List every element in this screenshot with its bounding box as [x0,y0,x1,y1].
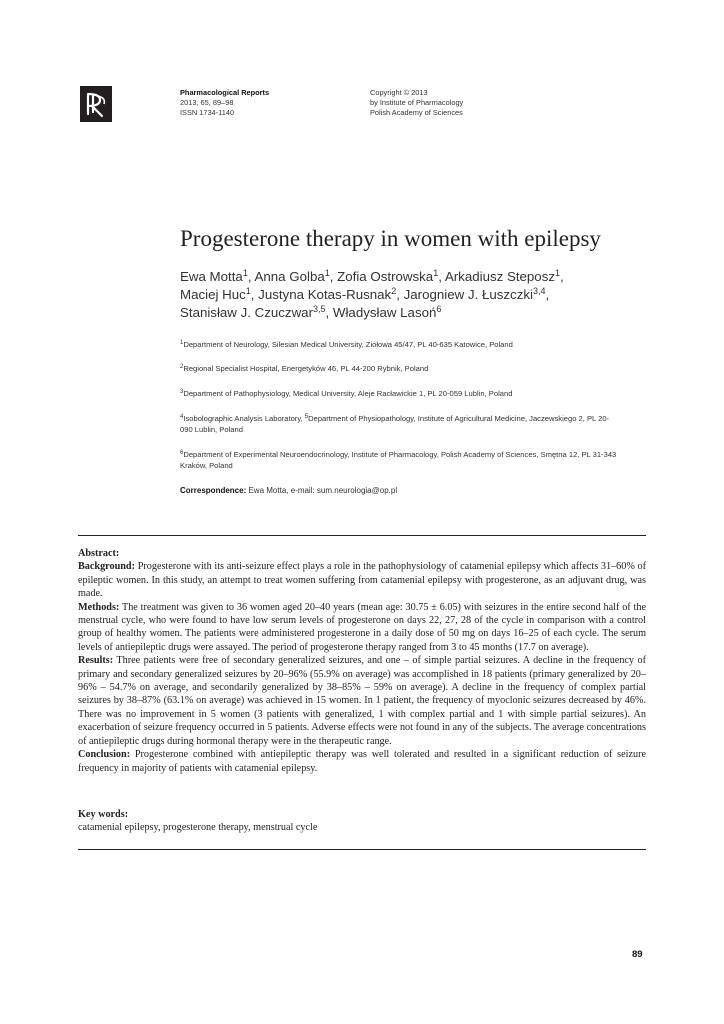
copyright-line: Copyright © 2013 [370,88,428,97]
abstract-results: Results: Three patients were free of secondary generalized seizures, and one – of simple partial seizures. A decline in the frequency of primary and secondary generalized seizures by 20–96% (55.9% on average) was accomplished in 18 patients (primary generalized by 20–96% – 54.7% on average, and secondarily generalized by 38–85% – 59% on average). A decline in the frequency of complex partial seizures by 38–87% (63.1% on average) was achieved in 15 women. In 1 patient, the frequency of myoclonic seizures decreased by 46%. There was no improvement in 5 women (3 patients with generalized, 1 with complex partial and 1 with simple partial seizures). An exacerbation of seizure frequency occurred in 5 patients. Adverse effects were not found in any of the subjects. The average concentrations of antiepileptic drugs during hormonal therapy were in the therapeutic range. [78,655,646,747]
journal-volume: 2013, 65, 89–98 [180,98,234,107]
logo-mark [80,86,112,122]
author: Anna Golba$^1$, [254,268,338,284]
abstract-conclusion: Conclusion: Progesterone combined with antiepileptic therapy was well tolerated and resulted in a significant reduction of seizure frequency in majority of patients with catamenial epilepsy. [78,749,647,774]
copyright-line: by Institute of Pharmacology [370,98,464,107]
correspondence-text: Ewa Motta, e-mail: sum.neurologia@op.pl [248,486,398,495]
article-title: Progesterone therapy in women with epilepsy [180,226,601,251]
author: Stanisław J. Czuczwar$^{3,5}$, [180,304,333,320]
affiliation: $^6$Department of Experimental Neuroendocrinology, Institute of Pharmacology, Polish Academy of Sciences, Smętna 12, PL 31-343 Kraków, Poland [180,450,617,470]
journal-info [180,88,269,118]
divider [78,849,646,850]
abstract-background: Background: Progesterone with its anti-seizure effect plays a role in the pathophysiology of catamenial epilepsy which affects 31–60% of epileptic women. In this study, an attempt to treat women suffering from catamenial epilepsy with progesterone, as an adjuvant drug, was made. [78,561,647,600]
keywords-text: catamenial epilepsy, progesterone therapy, menstrual cycle [78,822,318,834]
author: Arkadiusz Steposz$^1$, [444,268,564,284]
author: Jarogniew J. Łuszczki$^{3,4}$, [403,286,550,302]
abstract-heading: Abstract: [78,548,120,559]
author: Zofia Ostrowska$^1$, [337,268,445,284]
copyright-info [370,88,463,118]
correspondence-label: Correspondence: [180,486,247,495]
affiliation: $^2$Regional Specialist Hospital, Energetyków 46, PL 44-200 Rybnik, Poland [180,364,429,373]
pr-monogram-logo [80,86,112,122]
page-number: 89 [632,949,643,960]
divider [78,535,646,536]
affiliation: $^1$Department of Neurology, Silesian Medical University, Ziołowa 45/47, PL 40-635 Katowice, Poland [180,340,513,349]
author: Ewa Motta$^1$, [180,268,255,284]
affiliation: $^3$Department of Pathophysiology, Medical University, Aleje Racławickie 1, PL 20-059 Lublin, Poland [180,389,513,398]
author-list [180,268,620,322]
author: Maciej Huc$^1$, [180,286,259,302]
correspondence [180,486,397,495]
journal-name: Pharmacological Reports [180,88,270,97]
author: Justyna Kotas-Rusnak$^2$, [258,286,404,302]
copyright-line: Polish Academy of Sciences [370,108,463,117]
journal-issn: ISSN 1734-1140 [180,108,235,117]
keywords-heading: Key words: [78,809,129,820]
abstract [78,547,646,775]
keywords [78,808,646,835]
affiliation: $^4$Isobolographic Analysis Laboratory, $^5$Department of Physiopathology, Institute of Agricultural Medicine, Jaczewskiego 2, PL 20-090 Lublin, Poland [180,414,610,434]
abstract-methods: Methods: The treatment was given to 36 women aged 20–40 years (mean age: 30.75 ± 6.05) with seizures in the entire second half of the menstrual cycle, who were found to have low serum levels of progesterone on days 22, 27, 28 of the cycle in comparison with a control group of healthy women. The patients were administered progesterone in a daily dose of 50 mg on days 16–25 of each cycle. The serum levels of antiepileptic drugs were assayed. The period of progesterone therapy ranged from 3 to 45 months (17.7 on average). [78,601,646,653]
author: Władysław Lasoń$^6$ [332,304,442,320]
